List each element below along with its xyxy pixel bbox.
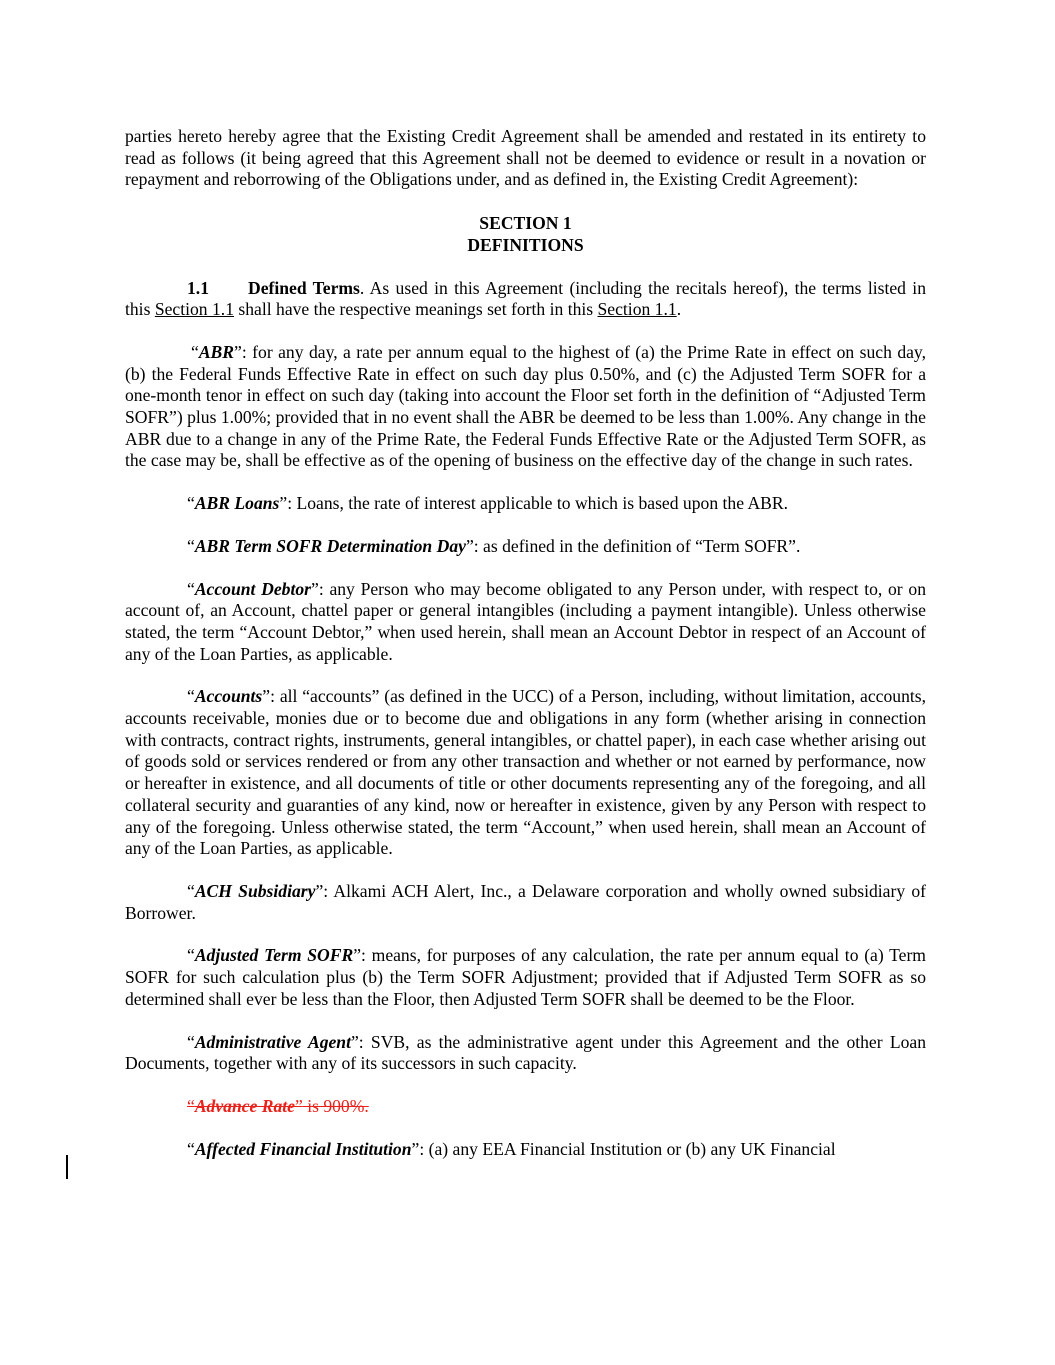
definition-text: : Loans, the rate of interest applicable to which is based upon the ABR. <box>287 493 789 514</box>
definition-administrative-agent: “Administrative Agent”: SVB, as the administrative agent under this Agreement and the other Loan Documents, together with any of its successors in such capacity. <box>125 1031 926 1074</box>
deleted-definition-advance-rate: “Advance Rate” is 900%. <box>187 1095 369 1116</box>
section-reference-link[interactable]: Section 1.1 <box>597 299 677 320</box>
subsection-text-c: . <box>676 299 682 320</box>
subsection-1-1 <box>125 278 926 321</box>
defined-term: Account Debtor <box>194 578 312 599</box>
defined-term: Administrative Agent <box>194 1031 351 1052</box>
definition-adjusted-term-sofr: “Adjusted Term SOFR”: means, for purposes of any calculation, the rate per annum equal to (a) Term SOFR for such calculation plus (b) the Term SOFR Adjustment; provided that if Adjusted Term SOFR as so determined shall ever be less than the Floor, then Adjusted Term SOFR shall be deemed to be the Floor. <box>125 945 926 1009</box>
intro-paragraph: parties hereto hereby agree that the Existing Credit Agreement shall be amended and restated in its entirety to read as follows (it being agreed that this Agreement shall not be deemed to evidence or result in a novation or repayment and reborrowing of the Obligations under, and as defined in, the Existing Credit Agreement): <box>125 126 926 190</box>
definition-text: is 900%. <box>302 1095 369 1116</box>
subsection-text-a: . As used in this Agreement (including the recitals hereof), the terms listed in this <box>125 277 926 320</box>
definition-account-debtor: “Account Debtor”: any Person who may become obligated to any Person under, with respect to, or on account of, an Account, chattel paper or general intangibles (including a payment intangible). Unless otherwise stated, the term “Account Debtor,” when used herein, shall mean an Account Debtor in respect of an Account of any of the Loan Parties, as applicable. <box>125 578 926 664</box>
section-title: DEFINITIONS <box>467 234 584 255</box>
defined-term: ABR <box>198 341 235 362</box>
definition-abr: “ABR”: for any day, a rate per annum equal to the highest of (a) the Prime Rate in effect on such day, (b) the Federal Funds Effective Rate in effect on such day plus 0.50%, and (c) the Adjusted Term SOFR for a one-month tenor in effect on such day (taking into account the Floor set forth in the definition of “Adjusted Term SOFR”) plus 1.00%; provided that in no event shall the ABR be deemed to be less than 1.00%. Any change in the ABR due to a change in any of the Prime Rate, the Federal Funds Effective Rate or the Adjusted Term SOFR, as the case may be, shall be effective as of the opening of business on the effective day of the change in such rates. <box>125 341 926 471</box>
definition-text: : SVB, as the administrative agent under this Agreement and the other Loan Documents, together with any of its successors in such capacity. <box>125 1031 926 1074</box>
defined-term: ACH Subsidiary <box>194 880 316 901</box>
section-reference-link[interactable]: Section 1.1 <box>154 299 234 320</box>
document-page <box>125 126 926 1181</box>
subsection-title: Defined Terms <box>248 277 360 298</box>
definition-ach-subsidiary: “ACH Subsidiary”: Alkami ACH Alert, Inc., a Delaware corporation and wholly owned subsidiary of Borrower. <box>125 880 927 923</box>
section-number: SECTION 1 <box>479 213 572 234</box>
definition-text: : for any day, a rate per annum equal to the highest of (a) the Prime Rate in effect on such day, (b) the Federal Funds Effective Rate in effect on such day plus 0.50%, and (c) the Adjusted Term SOFR for a one-month tenor in effect on such day (taking into account the Floor set forth in the definition of “Adjusted Term SOFR”) plus 1.00%; provided that in no event shall the ABR be deemed to be less than 1.00%. Any change in the ABR due to a change in any of the Prime Rate, the Federal Funds Effective Rate or the Adjusted Term SOFR, as the case may be, shall be effective as of the opening of business on the effective day of the change in such rates. <box>125 341 926 471</box>
defined-term: Adjusted Term SOFR <box>194 945 354 966</box>
defined-term: ABR Loans <box>194 493 280 514</box>
definition-text: : all “accounts” (as defined in the UCC) of a Person, including, without limitation, accounts, accounts receivable, monies due or to become due and obligations in any form (whether arising in connection with contracts, contract rights, instruments, general intangibles, or chattel paper), in each case whether arising out of goods sold or services rendered or from any other transaction and whether or not earned by performance, now or hereafter in existence, and all documents of title or other documents representing any of the foregoing, and all collateral security and guaranties of any kind, now or hereafter in existence, given by any Person with respect to any of the foregoing. Unless otherwise stated, the term “Account,” when used herein, shall mean an Account of any of the Loan Parties, as applicable. <box>125 686 926 859</box>
definition-text: : Alkami ACH Alert, Inc., a Delaware corporation and wholly owned subsidiary of Borrower. <box>125 880 927 923</box>
subsection-number: 1.1 <box>187 277 209 298</box>
definition-text: : as defined in the definition of “Term SOFR”. <box>473 535 801 556</box>
defined-term: ABR Term SOFR Determination Day <box>194 535 466 556</box>
defined-term: Advance Rate <box>194 1095 295 1116</box>
definition-accounts: “Accounts”: all “accounts” (as defined in the UCC) of a Person, including, without limitation, accounts, accounts receivable, monies due or to become due and obligations in any form (whether arising in connection with contracts, contract rights, instruments, general intangibles, or chattel paper), in each case whether arising out of goods sold or services rendered or from any other transaction and whether or not earned by performance, now or hereafter in existence, and all documents of title or other documents representing any of the foregoing, and all collateral security and guaranties of any kind, now or hereafter in existence, given by any Person with respect to any of the foregoing. Unless otherwise stated, the term “Account,” when used herein, shall mean an Account of any of the Loan Parties, as applicable. <box>125 686 926 859</box>
definition-affected-financial-institution: “Affected Financial Institution”: (a) any EEA Financial Institution or (b) any UK Financial <box>187 1138 836 1159</box>
definition-text: : any Person who may become obligated to any Person under, with respect to, or on account of, an Account, chattel paper or general intangibles (including a payment intangible). Unless otherwise stated, the term “Account Debtor,” when used herein, shall mean an Account Debtor in respect of an Account of any of the Loan Parties, as applicable. <box>125 578 926 664</box>
definition-text: : means, for purposes of any calculation, the rate per annum equal to (a) Term SOFR for such calculation plus (b) the Term SOFR Adjustment; provided that if Adjusted Term SOFR as so determined shall ever be less than the Floor, then Adjusted Term SOFR shall be deemed to be the Floor. <box>125 945 926 1009</box>
definition-abr-loans: “ABR Loans”: Loans, the rate of interest applicable to which is based upon the ABR. <box>187 493 789 514</box>
subsection-text-b: shall have the respective meanings set forth in this <box>234 299 598 320</box>
definition-text: : (a) any EEA Financial Institution or (b) any UK Financial <box>419 1138 836 1159</box>
revision-bar <box>66 1155 68 1179</box>
definition-abr-term-sofr-determination-day: “ABR Term SOFR Determination Day”: as defined in the definition of “Term SOFR”. <box>187 535 801 556</box>
defined-term: Affected Financial Institution <box>194 1138 412 1159</box>
defined-term: Accounts <box>194 686 263 707</box>
